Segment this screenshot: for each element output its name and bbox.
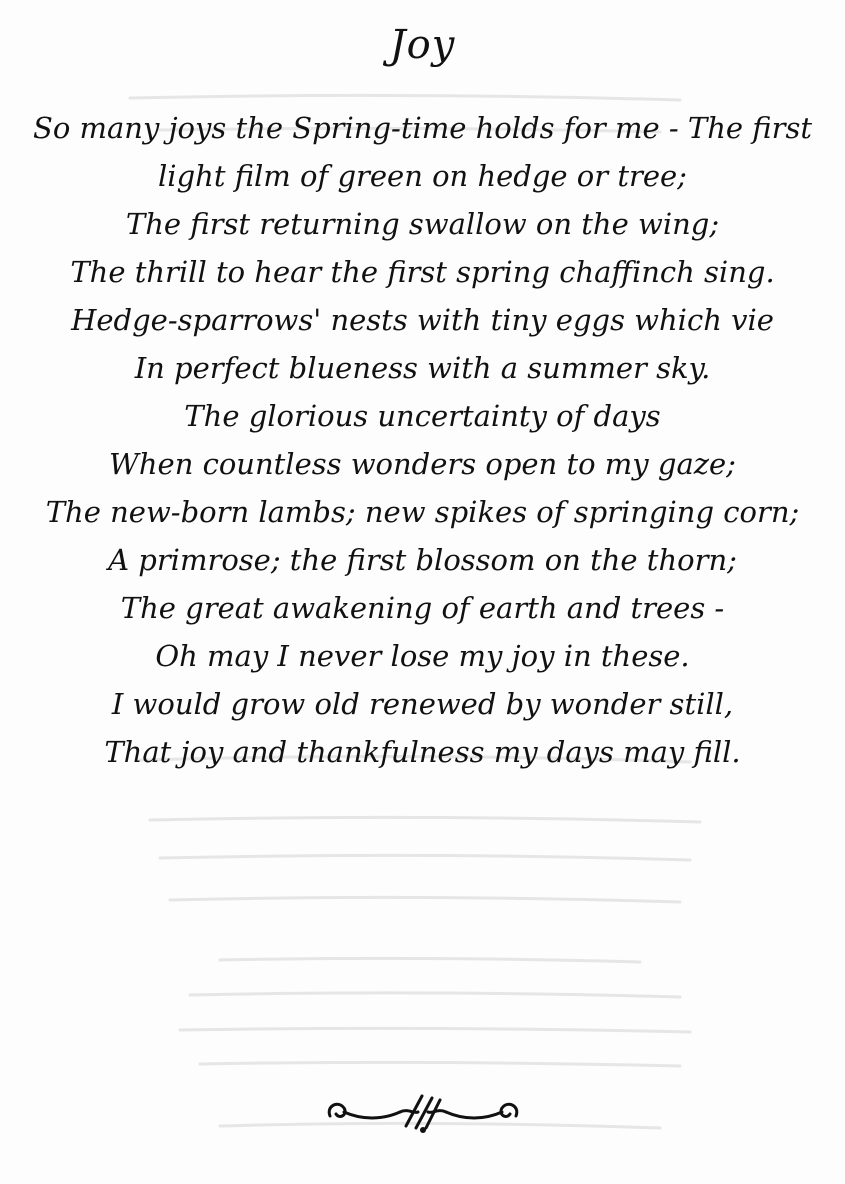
poem-line: The thrill to hear the first spring chaffinch sing.	[70, 255, 775, 289]
page-title: Joy	[389, 22, 456, 68]
poem-line: When countless wonders open to my gaze;	[109, 447, 736, 481]
poem-line: A primrose; the first blossom on the thorn;	[108, 543, 737, 577]
poem-line: That joy and thankfulness my days may fill.	[104, 735, 741, 769]
poem-line: The glorious uncertainty of days	[184, 399, 661, 433]
poem-line: Oh may I never lose my joy in these.	[155, 639, 690, 673]
flourish-ornament-icon	[322, 1090, 524, 1136]
poem-line: I would grow old renewed by wonder still,	[111, 687, 734, 721]
poem-line: Hedge-sparrows' nests with tiny eggs which vie	[71, 303, 774, 337]
poem-line: The first returning swallow on the wing;	[125, 207, 720, 241]
poem-line: So many joys the Spring-time holds for me - The first	[32, 111, 813, 145]
poem-line: In perfect blueness with a summer sky.	[134, 351, 711, 385]
poem-line: The new-born lambs; new spikes of springing corn;	[45, 495, 800, 529]
poem-line: The great awakening of earth and trees -	[120, 591, 725, 625]
poem-line: light film of green on hedge or tree;	[158, 159, 687, 193]
